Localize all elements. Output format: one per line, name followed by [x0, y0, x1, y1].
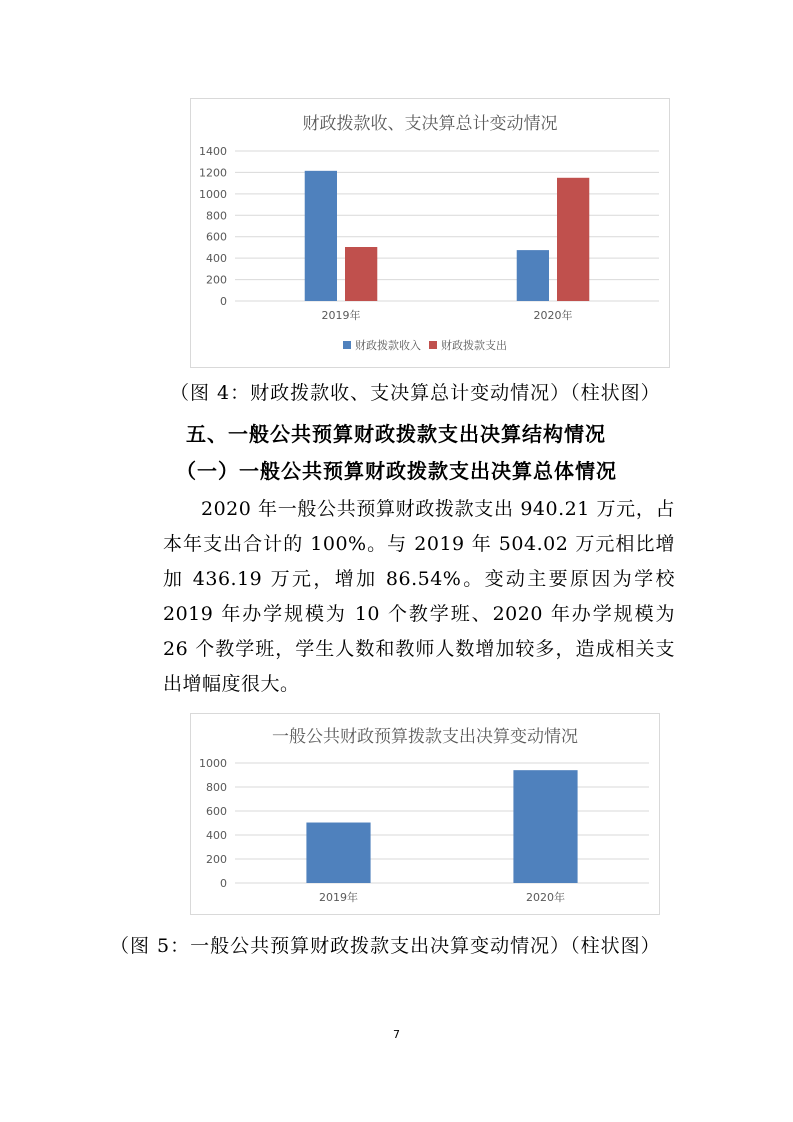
bar-1-2 [517, 250, 549, 301]
bar-1-1 [306, 823, 370, 883]
y-tick-label: 200 [206, 853, 227, 866]
chart-title: 财政拨款收、支决算总计变动情况 [302, 114, 558, 134]
y-tick-label: 800 [206, 781, 227, 794]
legend-label: 财政拨款支出 [441, 339, 507, 352]
x-tick-label: 2019年 [319, 891, 358, 904]
chart-fiscal-income-expense [190, 98, 670, 368]
y-tick-label: 600 [206, 230, 227, 244]
subsection-heading-5-1: （一）一般公共预算财政拨款支出决算总体情况 [176, 459, 617, 483]
y-tick-label: 1000 [199, 187, 227, 201]
page-number: 7 [393, 1028, 400, 1041]
y-tick-label: 1200 [199, 166, 227, 180]
y-tick-label: 1000 [199, 757, 227, 770]
y-tick-label: 400 [206, 252, 227, 266]
bar-1-1 [305, 171, 337, 301]
y-tick-label: 600 [206, 805, 227, 818]
figure-4-caption: （图 4：财政拨款收、支决算总计变动情况）（柱状图） [170, 382, 661, 404]
legend-swatch [429, 341, 437, 349]
legend-label: 财政拨款收入 [355, 339, 421, 352]
section-heading-5: 五、一般公共预算财政拨款支出决算结构情况 [186, 422, 606, 446]
y-tick-label: 0 [220, 295, 227, 308]
x-tick-label: 2019年 [321, 309, 361, 322]
bar-2-2 [557, 178, 589, 301]
x-tick-label: 2020年 [526, 891, 565, 904]
y-tick-label: 200 [206, 273, 227, 287]
y-tick-label: 400 [206, 829, 227, 842]
y-tick-label: 800 [206, 209, 227, 223]
bar-1-2 [513, 770, 577, 883]
chart-2-svg [191, 714, 659, 914]
y-tick-label: 0 [220, 877, 227, 890]
chart-title: 一般公共财政预算拨款支出决算变动情况 [272, 727, 578, 747]
body-paragraph: 2020 年一般公共预算财政拨款支出 940.21 万元，占本年支出合计的 100%。与 2019 年 504.02 万元相比增加 436.19 万元，增加 86.54%。变动主要原因为学校 2019 年办学规模为 10 个教学班、2020 年办学规模为 26 个教学班，学生人数和教师人数增加较多，造成相关支出增幅度很大。 [163, 498, 675, 695]
chart-1-svg [191, 99, 669, 367]
bar-2-1 [345, 247, 377, 301]
y-tick-label: 1400 [199, 145, 227, 158]
figure-5-caption: （图 5：一般公共预算财政拨款支出决算变动情况）（柱状图） [110, 935, 661, 957]
chart-general-budget-expense [190, 713, 660, 915]
legend-swatch [343, 341, 351, 349]
x-tick-label: 2020年 [533, 309, 573, 322]
